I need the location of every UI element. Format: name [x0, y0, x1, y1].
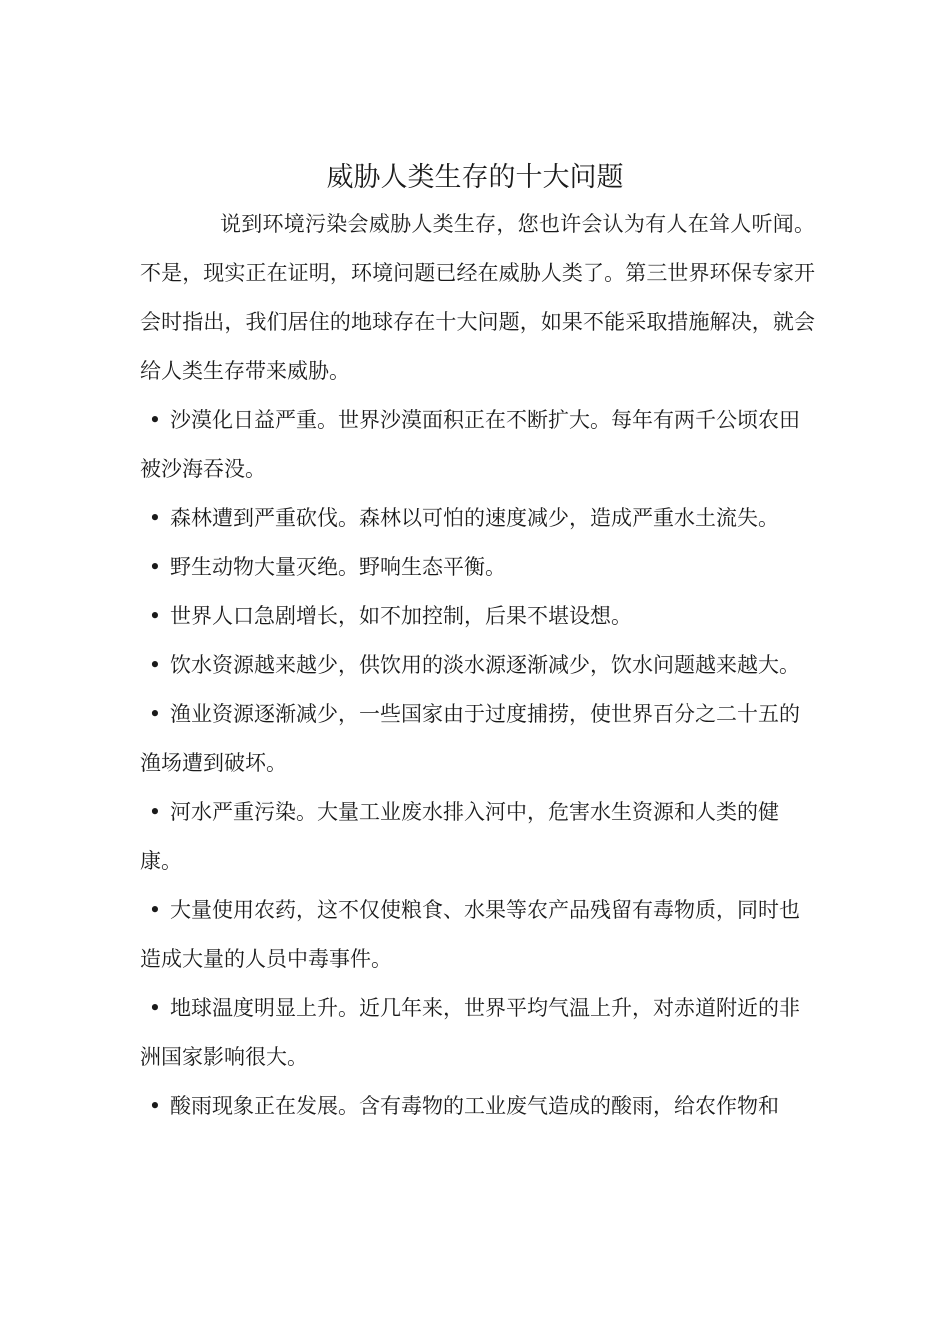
bullet-icon: •	[148, 996, 162, 1020]
bullet-icon: •	[148, 898, 162, 922]
list-item	[140, 984, 815, 1082]
list-item	[140, 1082, 815, 1131]
list-item-text: 地球温度明显上升。近几年来，世界平均气温上升，对赤道附近的非洲国家影响很大。	[140, 996, 800, 1069]
list-item-text: 渔业资源逐渐减少，一些国家由于过度捕捞，使世界百分之二十五的渔场遭到破坏。	[140, 702, 800, 775]
document-body	[140, 200, 815, 1131]
bullet-icon: •	[148, 653, 162, 677]
list-item	[140, 396, 815, 494]
list-item-text: 野生动物大量灭绝。野响生态平衡。	[170, 555, 506, 579]
bullet-icon: •	[148, 506, 162, 530]
list-item	[140, 543, 815, 592]
bullet-icon: •	[148, 800, 162, 824]
bullet-icon: •	[148, 604, 162, 628]
list-item-text: 沙漠化日益严重。世界沙漠面积正在不断扩大。每年有两千公顷农田被沙海吞没。	[140, 408, 800, 481]
list-item	[140, 494, 815, 543]
bullet-icon: •	[148, 408, 162, 432]
list-item	[140, 788, 815, 886]
bullet-icon: •	[148, 555, 162, 579]
list-item-text: 大量使用农药，这不仅使粮食、水果等农产品残留有毒物质，同时也造成大量的人员中毒事件。	[140, 898, 800, 971]
intro-paragraph: 说到环境污染会威胁人类生存，您也许会认为有人在耸人听闻。不是，现实正在证明，环境问题已经在威胁人类了。第三世界环保专家开会时指出，我们居住的地球存在十大问题，如果不能采取措施解决，就会给人类生存带来威胁。	[140, 212, 815, 383]
list-item-text: 世界人口急剧增长，如不加控制，后果不堪设想。	[170, 604, 632, 628]
list-item	[140, 641, 815, 690]
list-item	[140, 886, 815, 984]
list-item-text: 森林遭到严重砍伐。森林以可怕的速度减少，造成严重水土流失。	[170, 506, 779, 530]
bullet-icon: •	[148, 1094, 162, 1118]
document-title: 威胁人类生存的十大问题	[326, 162, 624, 193]
list-item-text: 酸雨现象正在发展。含有毒物的工业废气造成的酸雨，给农作物和	[170, 1094, 779, 1118]
list-item-text: 河水严重污染。大量工业废水排入河中，危害水生资源和人类的健康。	[140, 800, 779, 873]
list-item-text: 饮水资源越来越少，供饮用的淡水源逐渐减少，饮水问题越来越大。	[170, 653, 800, 677]
list-item	[140, 592, 815, 641]
list-item	[140, 690, 815, 788]
bullet-icon: •	[148, 702, 162, 726]
